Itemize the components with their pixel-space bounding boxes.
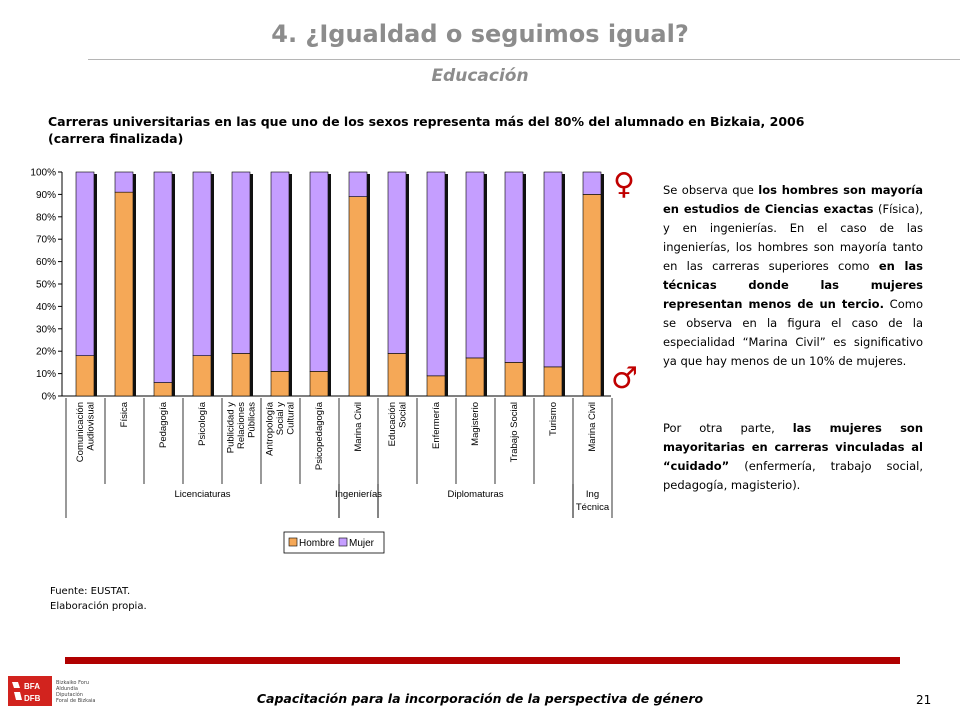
bar-hombre: [388, 353, 406, 396]
logo-caption-line: Aldundia: [56, 686, 78, 692]
group-label: Diplomaturas: [447, 489, 504, 500]
category-label: Psicopedagogía: [314, 402, 325, 471]
logo-letters-bfa: BFA: [24, 682, 40, 691]
logo-letters-dfb: DFB: [24, 694, 41, 703]
bar-mujer: [76, 172, 94, 356]
category-label: Comunicación: [74, 402, 86, 463]
bar-hombre: [466, 358, 484, 396]
body-text: Se observa que: [663, 183, 759, 197]
source-line: Fuente: EUSTAT.: [50, 586, 131, 597]
category-label: Social y: [275, 402, 286, 436]
group-label: Técnica: [575, 502, 610, 513]
category-label: Cultural: [285, 402, 297, 435]
slide-title: 4. ¿Igualdad o seguimos igual?: [271, 20, 689, 48]
y-tick-label: 90%: [35, 189, 56, 201]
page-number: 21: [916, 693, 932, 707]
bar-hombre: [349, 197, 367, 396]
y-tick-label: 0%: [41, 391, 56, 403]
category-label: Magisterio: [470, 402, 481, 446]
bar-shadow: [367, 174, 370, 396]
chart-heading-line-2: (carrera finalizada): [48, 131, 184, 146]
bar-mujer: [115, 172, 133, 192]
bar-hombre: [427, 376, 445, 396]
legend-swatch: [289, 538, 297, 546]
bar-hombre: [310, 371, 328, 396]
bar-shadow: [406, 174, 409, 396]
bar-hombre: [232, 353, 250, 396]
bar-mujer: [466, 172, 484, 358]
y-tick-label: 70%: [35, 234, 56, 246]
bar-hombre: [193, 356, 211, 396]
bar-shadow: [523, 174, 526, 396]
logo-caption-line: Foral de Bizkaia: [56, 698, 96, 704]
bar-shadow: [328, 174, 331, 396]
footer-text: Capacitación para la incorporación de la perspectiva de género: [256, 691, 704, 706]
description-paragraph-1: [663, 181, 923, 371]
body-text: (enfermería, trabajo social, pedagogía, magisterio).: [663, 459, 923, 492]
footer-divider: [65, 657, 900, 664]
emphasis-text: en las técnicas donde las mujeres representan menos de un tercio.: [663, 259, 923, 311]
bar-mujer: [193, 172, 211, 356]
category-label: Social: [397, 402, 409, 428]
bar-hombre: [505, 362, 523, 396]
group-label: Ing: [585, 489, 600, 500]
elaboration-line: Elaboración propia.: [50, 601, 147, 612]
y-tick-label: 50%: [35, 279, 56, 291]
bar-shadow: [94, 174, 97, 396]
bar-mujer: [349, 172, 367, 197]
y-tick-label: 40%: [35, 301, 56, 313]
bar-mujer: [583, 172, 601, 194]
bar-hombre: [583, 194, 601, 396]
y-tick-label: 60%: [35, 257, 56, 269]
bar-hombre: [115, 192, 133, 396]
bar-hombre: [544, 367, 562, 396]
y-tick-label: 10%: [35, 369, 56, 381]
y-tick-label: 80%: [35, 212, 56, 224]
category-label: Educación: [386, 402, 398, 447]
category-label: Enfermería: [431, 402, 442, 449]
category-label: Marina Civil: [587, 402, 598, 452]
category-label: Públicas: [246, 402, 258, 438]
bar-shadow: [172, 174, 175, 396]
bar-hombre: [76, 356, 94, 396]
category-label: Psicología: [197, 402, 208, 446]
bar-shadow: [445, 174, 448, 396]
category-label: Física: [119, 402, 130, 428]
category-label: Publicidad y: [225, 402, 237, 454]
bar-mujer: [388, 172, 406, 353]
female-symbol-icon: ♀: [613, 167, 635, 202]
bar-mujer: [310, 172, 328, 371]
category-label: Pedagogía: [158, 402, 169, 448]
category-label: Audiovisual: [85, 402, 97, 451]
category-label: Marina Civil: [353, 402, 364, 452]
group-label: Licenciaturas: [174, 489, 231, 500]
legend-label: Hombre: [299, 538, 335, 549]
bar-mujer: [544, 172, 562, 367]
y-tick-label: 100%: [30, 167, 56, 179]
body-text: Por otra parte,: [663, 421, 793, 435]
slide-subtitle: Educación: [431, 66, 529, 86]
logo-caption-line: Bizkaiko Foru: [56, 680, 90, 686]
body-text: (Física), y en ingenierías. En el caso de las ingenierías, los hombres son mayoría tanto en las carreras superiores como: [663, 202, 923, 273]
bar-shadow: [562, 174, 565, 396]
bar-shadow: [289, 174, 292, 396]
category-label: Antropología: [264, 402, 276, 456]
bar-hombre: [154, 383, 172, 396]
bar-mujer: [427, 172, 445, 376]
bar-shadow: [211, 174, 214, 396]
logo-caption-line: Diputación: [56, 692, 83, 698]
y-tick-label: 30%: [35, 324, 56, 336]
legend-label: Mujer: [349, 538, 375, 549]
bar-shadow: [484, 174, 487, 396]
category-label: Turismo: [548, 402, 559, 436]
chart-heading-line-1: Carreras universitarias en las que uno de los sexos representa más del 80% del alumnado en Bizkaia, 2006: [48, 114, 805, 129]
bar-mujer: [271, 172, 289, 371]
emphasis-text: los hombres son mayoría en estudios de Ciencias exactas: [663, 183, 923, 216]
y-tick-label: 20%: [35, 346, 56, 358]
description-paragraph-2: [663, 419, 923, 495]
category-label: Relaciones: [236, 402, 247, 449]
bar-mujer: [505, 172, 523, 362]
bar-shadow: [133, 174, 136, 396]
source-note: [50, 584, 147, 614]
bar-mujer: [232, 172, 250, 353]
bar-mujer: [154, 172, 172, 383]
male-symbol-icon: ♂: [611, 361, 638, 396]
bar-shadow: [601, 174, 604, 396]
body-text: Como se observa en la figura el caso de la especialidad “Marina Civil” es significativo ya que hay menos de un 10% de mujeres.: [663, 297, 923, 368]
category-label: Trabajo Social: [509, 402, 520, 463]
group-label: Ingenierías: [334, 489, 383, 500]
legend-swatch: [339, 538, 347, 546]
bar-hombre: [271, 371, 289, 396]
emphasis-text: las mujeres son mayoritarias en carreras vinculadas al “cuidado”: [663, 421, 924, 473]
bar-shadow: [250, 174, 253, 396]
